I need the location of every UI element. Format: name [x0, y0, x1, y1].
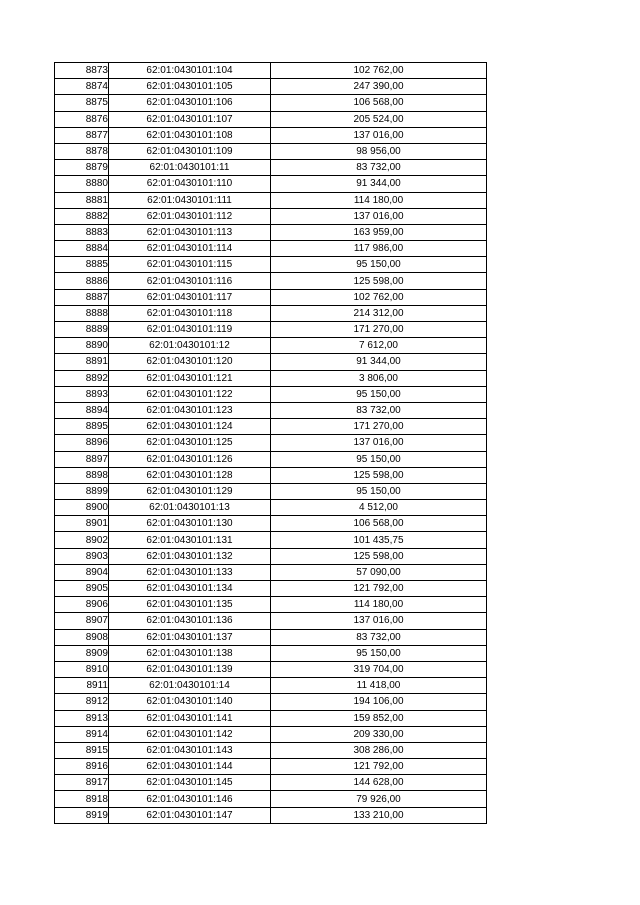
- table-row: [55, 338, 487, 354]
- table-row: [55, 273, 487, 289]
- value-cell: 4 512,00: [271, 500, 487, 516]
- value-cell: 171 270,00: [271, 322, 487, 338]
- value-cell: 95 150,00: [271, 257, 487, 273]
- cadastral-value-table: [54, 62, 487, 824]
- row-number-cell: 8884: [55, 241, 109, 257]
- table-row: [55, 354, 487, 370]
- value-cell: 163 959,00: [271, 224, 487, 240]
- row-number-cell: 8919: [55, 807, 109, 823]
- row-number-cell: 8883: [55, 224, 109, 240]
- value-cell: 83 732,00: [271, 629, 487, 645]
- row-number-cell: 8877: [55, 127, 109, 143]
- value-cell: 319 704,00: [271, 661, 487, 677]
- row-number-cell: 8874: [55, 79, 109, 95]
- row-number-cell: 8895: [55, 419, 109, 435]
- row-number-cell: 8886: [55, 273, 109, 289]
- cadastral-number-cell: 62:01:0430101:109: [109, 143, 271, 159]
- row-number-cell: 8897: [55, 451, 109, 467]
- row-number-cell: 8903: [55, 548, 109, 564]
- value-cell: 171 270,00: [271, 419, 487, 435]
- table-row: [55, 807, 487, 823]
- table-row: [55, 581, 487, 597]
- row-number-cell: 8918: [55, 791, 109, 807]
- value-cell: 137 016,00: [271, 435, 487, 451]
- table-row: [55, 111, 487, 127]
- row-number-cell: 8911: [55, 678, 109, 694]
- table-row: [55, 645, 487, 661]
- cadastral-number-cell: 62:01:0430101:119: [109, 322, 271, 338]
- row-number-cell: 8902: [55, 532, 109, 548]
- cadastral-number-cell: 62:01:0430101:117: [109, 289, 271, 305]
- table-row: [55, 176, 487, 192]
- row-number-cell: 8907: [55, 613, 109, 629]
- table-row: [55, 775, 487, 791]
- table-row: [55, 613, 487, 629]
- value-cell: 144 628,00: [271, 775, 487, 791]
- value-cell: 79 926,00: [271, 791, 487, 807]
- row-number-cell: 8916: [55, 759, 109, 775]
- cadastral-number-cell: 62:01:0430101:121: [109, 370, 271, 386]
- row-number-cell: 8876: [55, 111, 109, 127]
- table-row: [55, 79, 487, 95]
- row-number-cell: 8888: [55, 305, 109, 321]
- table-row: [55, 694, 487, 710]
- table-row: [55, 564, 487, 580]
- value-cell: 308 286,00: [271, 742, 487, 758]
- row-number-cell: 8910: [55, 661, 109, 677]
- cadastral-number-cell: 62:01:0430101:11: [109, 160, 271, 176]
- row-number-cell: 8915: [55, 742, 109, 758]
- cadastral-number-cell: 62:01:0430101:125: [109, 435, 271, 451]
- cadastral-number-cell: 62:01:0430101:126: [109, 451, 271, 467]
- cadastral-number-cell: 62:01:0430101:134: [109, 581, 271, 597]
- cadastral-number-cell: 62:01:0430101:115: [109, 257, 271, 273]
- table-row: [55, 370, 487, 386]
- value-cell: 101 435,75: [271, 532, 487, 548]
- value-cell: 102 762,00: [271, 289, 487, 305]
- table-row: [55, 500, 487, 516]
- table-row: [55, 257, 487, 273]
- row-number-cell: 8891: [55, 354, 109, 370]
- row-number-cell: 8908: [55, 629, 109, 645]
- table-row: [55, 95, 487, 111]
- value-cell: 106 568,00: [271, 95, 487, 111]
- cadastral-number-cell: 62:01:0430101:114: [109, 241, 271, 257]
- table-row: [55, 241, 487, 257]
- cadastral-number-cell: 62:01:0430101:13: [109, 500, 271, 516]
- value-cell: 125 598,00: [271, 467, 487, 483]
- row-number-cell: 8904: [55, 564, 109, 580]
- cadastral-number-cell: 62:01:0430101:108: [109, 127, 271, 143]
- cadastral-number-cell: 62:01:0430101:142: [109, 726, 271, 742]
- value-cell: 137 016,00: [271, 127, 487, 143]
- cadastral-number-cell: 62:01:0430101:145: [109, 775, 271, 791]
- table-row: [55, 451, 487, 467]
- cadastral-number-cell: 62:01:0430101:147: [109, 807, 271, 823]
- value-cell: 205 524,00: [271, 111, 487, 127]
- value-cell: 57 090,00: [271, 564, 487, 580]
- value-cell: 95 150,00: [271, 386, 487, 402]
- table-row: [55, 143, 487, 159]
- row-number-cell: 8875: [55, 95, 109, 111]
- row-number-cell: 8889: [55, 322, 109, 338]
- cadastral-number-cell: 62:01:0430101:105: [109, 79, 271, 95]
- cadastral-number-cell: 62:01:0430101:143: [109, 742, 271, 758]
- table-row: [55, 467, 487, 483]
- value-cell: 125 598,00: [271, 273, 487, 289]
- table-row: [55, 661, 487, 677]
- value-cell: 159 852,00: [271, 710, 487, 726]
- row-number-cell: 8885: [55, 257, 109, 273]
- table-row: [55, 759, 487, 775]
- cadastral-number-cell: 62:01:0430101:136: [109, 613, 271, 629]
- row-number-cell: 8882: [55, 208, 109, 224]
- table-row: [55, 224, 487, 240]
- table-row: [55, 548, 487, 564]
- cadastral-number-cell: 62:01:0430101:112: [109, 208, 271, 224]
- value-cell: 91 344,00: [271, 354, 487, 370]
- cadastral-number-cell: 62:01:0430101:132: [109, 548, 271, 564]
- row-number-cell: 8879: [55, 160, 109, 176]
- cadastral-number-cell: 62:01:0430101:128: [109, 467, 271, 483]
- value-cell: 98 956,00: [271, 143, 487, 159]
- cadastral-number-cell: 62:01:0430101:135: [109, 597, 271, 613]
- row-number-cell: 8887: [55, 289, 109, 305]
- table-row: [55, 742, 487, 758]
- value-cell: 137 016,00: [271, 613, 487, 629]
- value-cell: 194 106,00: [271, 694, 487, 710]
- row-number-cell: 8906: [55, 597, 109, 613]
- table-row: [55, 516, 487, 532]
- value-cell: 106 568,00: [271, 516, 487, 532]
- table-row: [55, 678, 487, 694]
- cadastral-number-cell: 62:01:0430101:137: [109, 629, 271, 645]
- value-cell: 137 016,00: [271, 208, 487, 224]
- value-cell: 95 150,00: [271, 483, 487, 499]
- row-number-cell: 8873: [55, 63, 109, 79]
- cadastral-number-cell: 62:01:0430101:113: [109, 224, 271, 240]
- row-number-cell: 8909: [55, 645, 109, 661]
- value-cell: 121 792,00: [271, 759, 487, 775]
- value-cell: 95 150,00: [271, 451, 487, 467]
- table-row: [55, 435, 487, 451]
- row-number-cell: 8898: [55, 467, 109, 483]
- cadastral-number-cell: 62:01:0430101:133: [109, 564, 271, 580]
- row-number-cell: 8912: [55, 694, 109, 710]
- table-row: [55, 532, 487, 548]
- table-row: [55, 127, 487, 143]
- value-cell: 209 330,00: [271, 726, 487, 742]
- row-number-cell: 8901: [55, 516, 109, 532]
- value-cell: 102 762,00: [271, 63, 487, 79]
- table-row: [55, 629, 487, 645]
- row-number-cell: 8905: [55, 581, 109, 597]
- row-number-cell: 8900: [55, 500, 109, 516]
- cadastral-number-cell: 62:01:0430101:146: [109, 791, 271, 807]
- row-number-cell: 8896: [55, 435, 109, 451]
- value-cell: 247 390,00: [271, 79, 487, 95]
- value-cell: 114 180,00: [271, 192, 487, 208]
- cadastral-number-cell: 62:01:0430101:140: [109, 694, 271, 710]
- value-cell: 117 986,00: [271, 241, 487, 257]
- table-row: [55, 710, 487, 726]
- value-cell: 125 598,00: [271, 548, 487, 564]
- value-cell: 83 732,00: [271, 160, 487, 176]
- row-number-cell: 8890: [55, 338, 109, 354]
- value-cell: 114 180,00: [271, 597, 487, 613]
- table-row: [55, 726, 487, 742]
- cadastral-number-cell: 62:01:0430101:120: [109, 354, 271, 370]
- table-row: [55, 402, 487, 418]
- cadastral-number-cell: 62:01:0430101:111: [109, 192, 271, 208]
- row-number-cell: 8893: [55, 386, 109, 402]
- table-row: [55, 597, 487, 613]
- table-row: [55, 791, 487, 807]
- table-body: [55, 63, 487, 824]
- value-cell: 3 806,00: [271, 370, 487, 386]
- cadastral-number-cell: 62:01:0430101:123: [109, 402, 271, 418]
- value-cell: 7 612,00: [271, 338, 487, 354]
- value-cell: 11 418,00: [271, 678, 487, 694]
- table-row: [55, 386, 487, 402]
- value-cell: 214 312,00: [271, 305, 487, 321]
- value-cell: 133 210,00: [271, 807, 487, 823]
- cadastral-number-cell: 62:01:0430101:110: [109, 176, 271, 192]
- table-row: [55, 208, 487, 224]
- cadastral-number-cell: 62:01:0430101:12: [109, 338, 271, 354]
- cadastral-number-cell: 62:01:0430101:118: [109, 305, 271, 321]
- table-row: [55, 160, 487, 176]
- cadastral-number-cell: 62:01:0430101:130: [109, 516, 271, 532]
- cadastral-number-cell: 62:01:0430101:124: [109, 419, 271, 435]
- row-number-cell: 8881: [55, 192, 109, 208]
- row-number-cell: 8913: [55, 710, 109, 726]
- table-row: [55, 305, 487, 321]
- table-row: [55, 63, 487, 79]
- cadastral-number-cell: 62:01:0430101:138: [109, 645, 271, 661]
- row-number-cell: 8914: [55, 726, 109, 742]
- cadastral-number-cell: 62:01:0430101:106: [109, 95, 271, 111]
- cadastral-number-cell: 62:01:0430101:104: [109, 63, 271, 79]
- cadastral-number-cell: 62:01:0430101:107: [109, 111, 271, 127]
- value-cell: 83 732,00: [271, 402, 487, 418]
- cadastral-number-cell: 62:01:0430101:131: [109, 532, 271, 548]
- cadastral-number-cell: 62:01:0430101:141: [109, 710, 271, 726]
- cadastral-number-cell: 62:01:0430101:14: [109, 678, 271, 694]
- cadastral-number-cell: 62:01:0430101:116: [109, 273, 271, 289]
- table-row: [55, 419, 487, 435]
- table-row: [55, 322, 487, 338]
- table-row: [55, 483, 487, 499]
- cadastral-number-cell: 62:01:0430101:129: [109, 483, 271, 499]
- table-row: [55, 192, 487, 208]
- value-cell: 95 150,00: [271, 645, 487, 661]
- row-number-cell: 8899: [55, 483, 109, 499]
- row-number-cell: 8894: [55, 402, 109, 418]
- cadastral-number-cell: 62:01:0430101:139: [109, 661, 271, 677]
- row-number-cell: 8878: [55, 143, 109, 159]
- value-cell: 121 792,00: [271, 581, 487, 597]
- row-number-cell: 8892: [55, 370, 109, 386]
- row-number-cell: 8917: [55, 775, 109, 791]
- table-row: [55, 289, 487, 305]
- cadastral-number-cell: 62:01:0430101:144: [109, 759, 271, 775]
- cadastral-number-cell: 62:01:0430101:122: [109, 386, 271, 402]
- row-number-cell: 8880: [55, 176, 109, 192]
- value-cell: 91 344,00: [271, 176, 487, 192]
